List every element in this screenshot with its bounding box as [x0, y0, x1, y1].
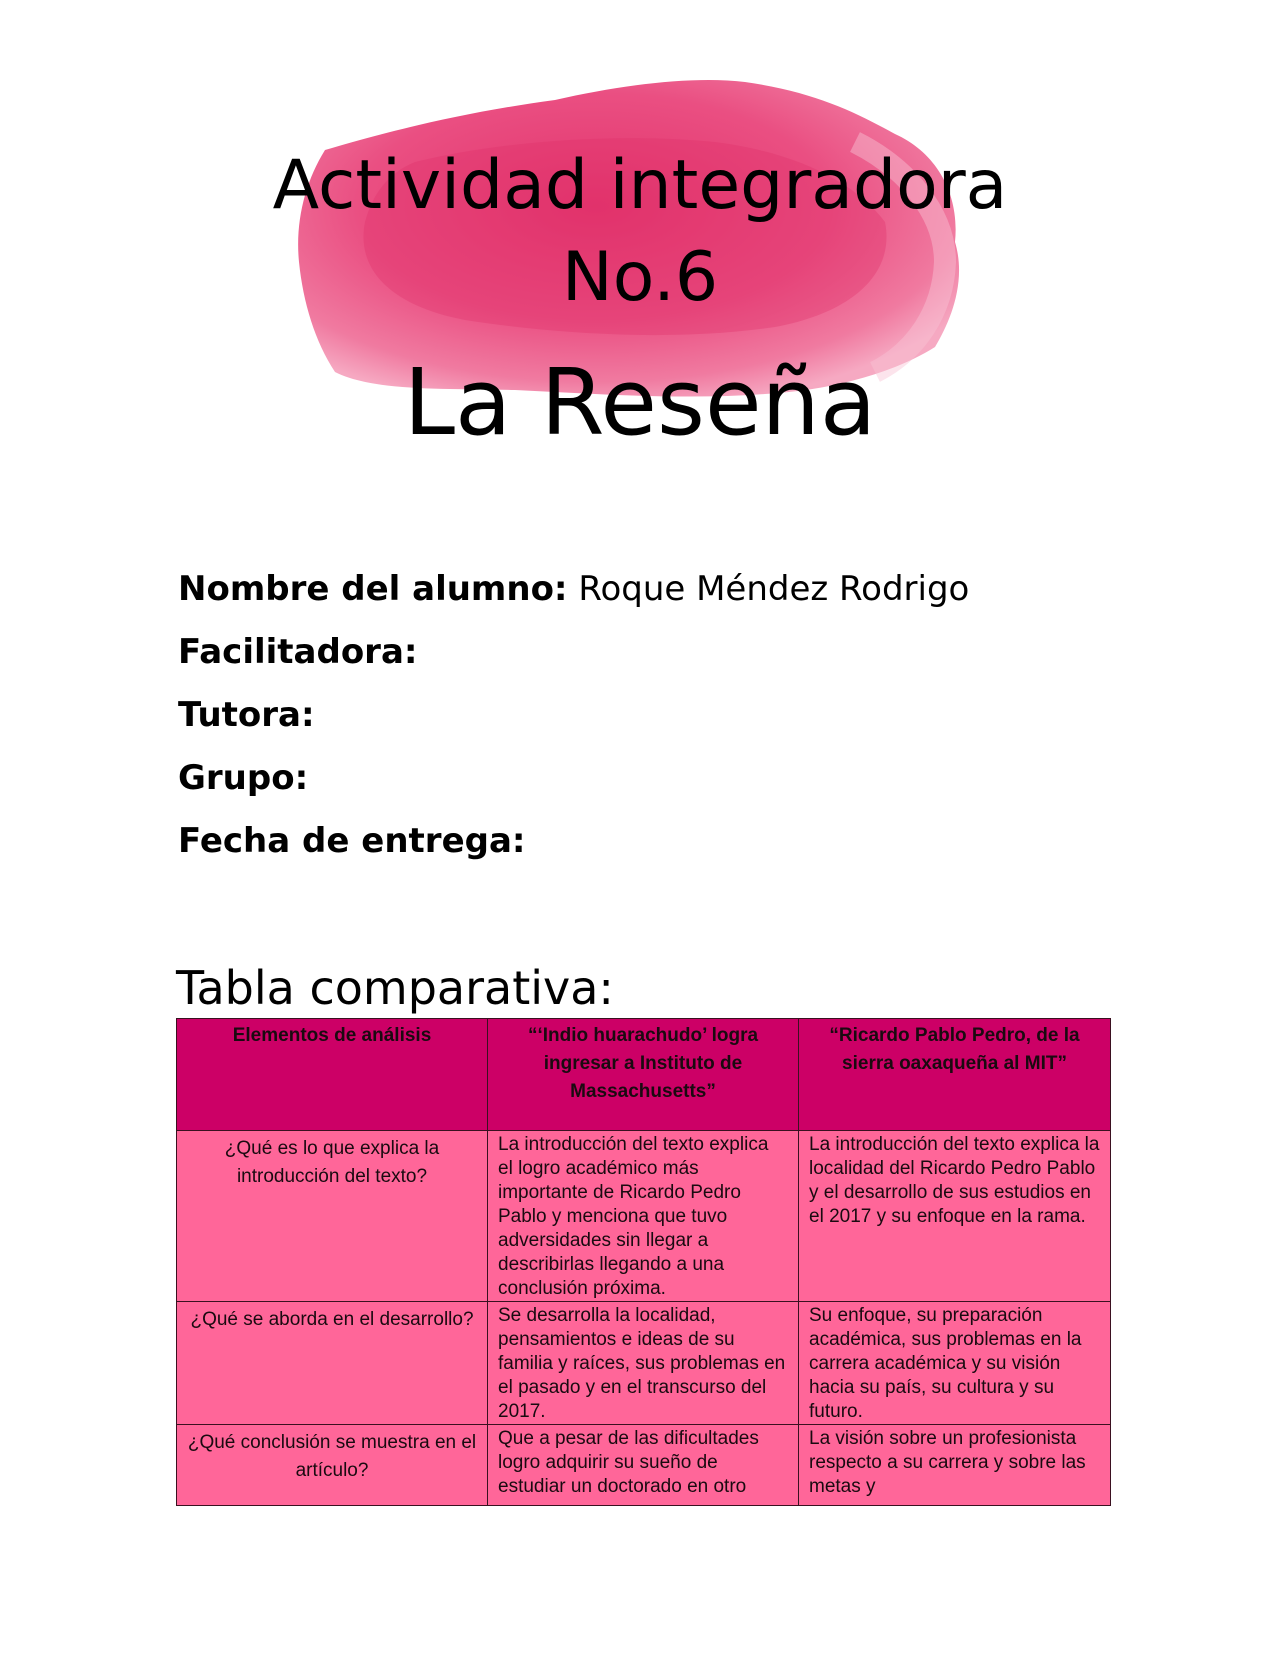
facilitator-label: Facilitadora: — [178, 632, 418, 672]
group-row — [178, 747, 969, 810]
row-question: ¿Qué conclusión se muestra en el artículo? — [177, 1425, 488, 1506]
delivery-date-row — [178, 810, 969, 873]
table-row — [177, 1302, 1111, 1425]
row-question: ¿Qué es lo que explica la introducción del texto? — [177, 1131, 488, 1302]
student-name-row — [178, 558, 969, 621]
table-row — [177, 1425, 1111, 1506]
student-name-value: Roque Méndez Rodrigo — [578, 569, 970, 609]
document-title — [0, 140, 1280, 324]
document-subtitle: La Reseña — [403, 349, 877, 456]
comparison-table — [176, 1018, 1111, 1506]
row-cell-article-2: Su enfoque, su preparación académica, sus problemas en la carrera académica y su visión hacia su país, su cultura y su futuro. — [799, 1302, 1111, 1425]
row-cell-article-1: La introducción del texto explica el logro académico más importante de Ricardo Pedro Pablo y menciona que tuvo adversidades sin llegar a describirlas llegando a una conclusión próxima. — [488, 1131, 799, 1302]
title-line-2: No.6 — [561, 238, 719, 317]
comparison-table-title: Tabla comparativa: — [176, 961, 614, 1015]
row-cell-article-2: La visión sobre un profesionista respecto a su carrera y sobre las metas y — [799, 1425, 1111, 1506]
header-analysis-elements: Elementos de análisis — [177, 1019, 488, 1131]
header-article-2: “Ricardo Pablo Pedro, de la sierra oaxaqueña al MIT” — [799, 1019, 1111, 1131]
row-cell-article-2: La introducción del texto explica la localidad del Ricardo Pedro Pablo y el desarrollo de sus estudios en el 2017 y su enfoque en la rama. — [799, 1131, 1111, 1302]
row-cell-article-1: Que a pesar de las dificultades logro adquirir su sueño de estudiar un doctorado en otro — [488, 1425, 799, 1506]
table-header-row — [177, 1019, 1111, 1131]
group-label: Grupo: — [178, 758, 309, 798]
header-article-1: “‘Indio huarachudo’ logra ingresar a Instituto de Massachusetts” — [488, 1019, 799, 1131]
tutor-row — [178, 684, 969, 747]
row-question: ¿Qué se aborda en el desarrollo? — [177, 1302, 488, 1425]
delivery-date-label: Fecha de entrega: — [178, 821, 526, 861]
student-name-label: Nombre del alumno: — [178, 569, 568, 609]
facilitator-row — [178, 621, 969, 684]
table-row — [177, 1131, 1111, 1302]
student-info-block — [178, 558, 969, 873]
row-cell-article-1: Se desarrolla la localidad, pensamientos e ideas de su familia y raíces, sus problemas en el pasado y en el transcurso del 2017. — [488, 1302, 799, 1425]
title-line-1: Actividad integradora — [272, 146, 1008, 225]
tutor-label: Tutora: — [178, 695, 315, 735]
